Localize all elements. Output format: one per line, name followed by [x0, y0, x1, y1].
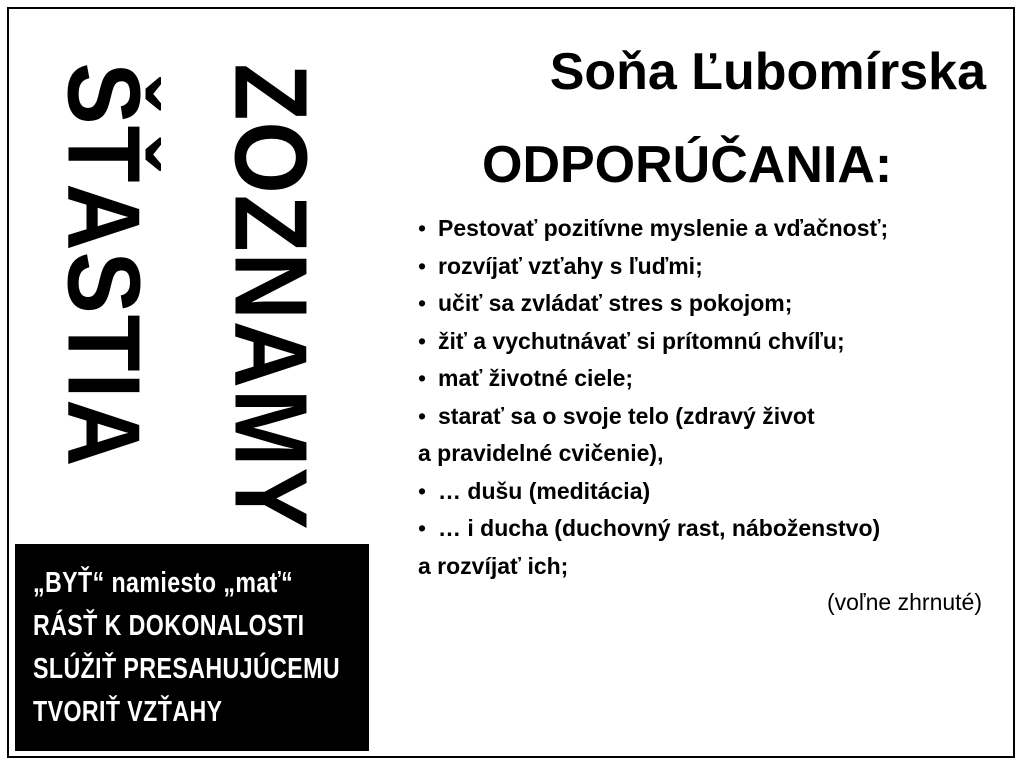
list-item-text: rozvíjať vzťahy s ľuďmi; — [438, 252, 703, 279]
bullet-icon: • — [418, 215, 427, 241]
list-item-text: starať sa o svoje telo (zdravý život — [438, 402, 815, 429]
bullet-icon: • — [418, 252, 427, 279]
list-item-text: Pestovať pozitívne myslenie a vďačnosť; — [438, 215, 889, 241]
list-item-text: … i ducha (duchovný rast, náboženstvo) — [438, 515, 881, 541]
principle-line: TVORIŤ VZŤAHY — [33, 696, 223, 728]
author-name: Soňa Ľubomírska — [549, 43, 986, 101]
principle-line: RÁSŤ K DOKONALOSTI — [33, 610, 305, 642]
bullet-icon: • — [418, 477, 427, 504]
principles-box — [15, 544, 369, 751]
list-item — [418, 548, 1008, 586]
list-item — [418, 435, 1008, 473]
list-item-text: mať životné ciele; — [438, 365, 634, 391]
list-item-text: a pravidelné cvičenie), — [418, 440, 664, 466]
vertical-title-happiness: ŠŤASTIA — [46, 62, 162, 468]
list-item — [418, 398, 1008, 436]
bullet-icon: • — [418, 365, 427, 391]
principle-line: SLÚŽIŤ PRESAHUJÚCEMU — [33, 653, 341, 685]
list-item-text: … dušu (meditácia) — [438, 477, 651, 504]
list-item — [418, 323, 1008, 361]
vertical-title-lists: ZOZNAMY — [213, 63, 329, 531]
list-item-text: učiť sa zvládať stres s pokojom; — [438, 290, 793, 316]
recommendations-list — [418, 210, 1008, 585]
list-item — [418, 210, 1008, 248]
list-item — [418, 360, 1008, 398]
list-item — [418, 285, 1008, 323]
list-item-text: žiť a vychutnávať si prítomnú chvíľu; — [438, 327, 845, 354]
list-item-text: a rozvíjať ich; — [418, 552, 569, 579]
bullet-icon: • — [418, 402, 427, 429]
bullet-icon: • — [418, 327, 427, 354]
bullet-icon: • — [418, 515, 427, 541]
list-item — [418, 248, 1008, 286]
principle-line: „BYŤ“ namiesto „mať“ — [33, 567, 294, 599]
recommendations-heading: ODPORÚČANIA: — [482, 136, 893, 194]
summary-note: (voľne zhrnuté) — [826, 589, 982, 615]
bullet-icon: • — [418, 290, 427, 316]
list-item — [418, 510, 1008, 548]
list-item — [418, 473, 1008, 511]
